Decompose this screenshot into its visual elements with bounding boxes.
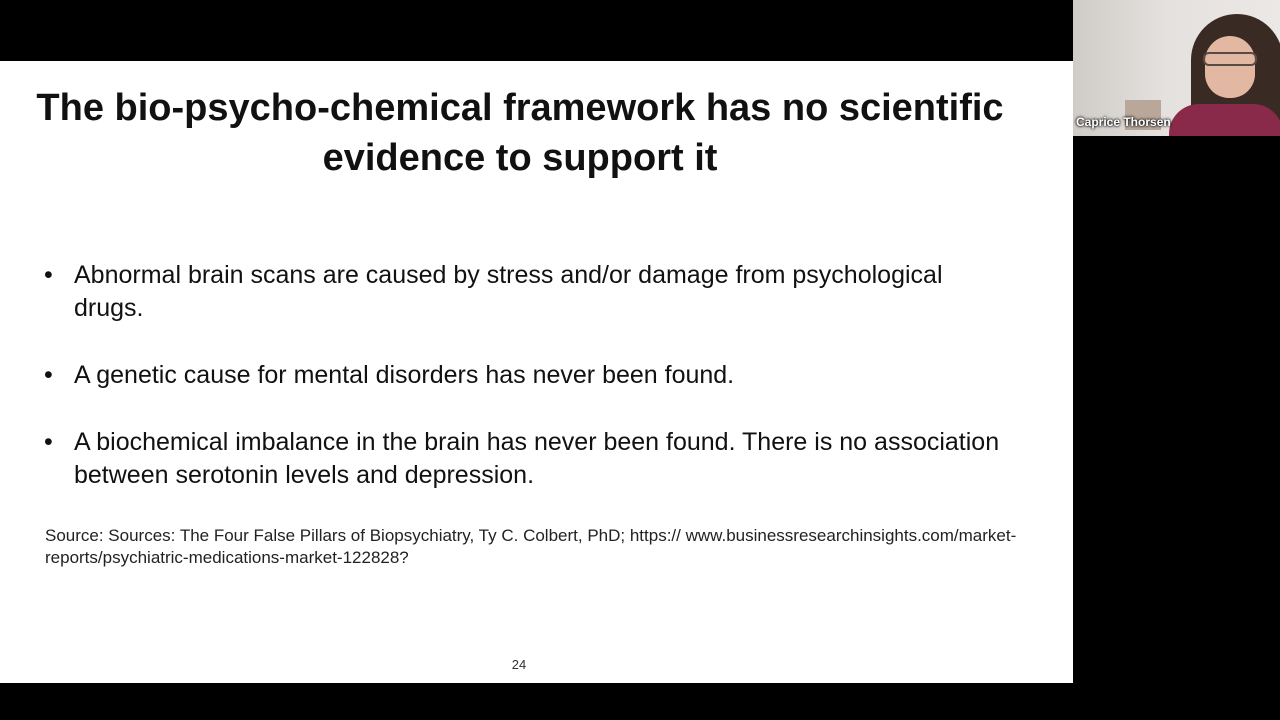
bullet-text: A genetic cause for mental disorders has never been found. [74, 361, 735, 389]
bullet-item [44, 426, 1004, 492]
bullet-item [44, 359, 1004, 392]
bullet-list [44, 259, 1004, 526]
glasses-icon [1203, 52, 1257, 66]
bullet-marker: • [44, 361, 53, 389]
bullet-text: Abnormal brain scans are caused by stress and/or damage from psychological drugs. [74, 261, 943, 322]
bullet-text: A biochemical imbalance in the brain has never been found. There is no association between serotonin levels and depression. [74, 428, 1000, 489]
bullet-marker: • [44, 261, 53, 289]
bullet-marker: • [44, 428, 53, 456]
presentation-slide [0, 61, 1073, 683]
source-citation: Source: Sources: The Four False Pillars of Biopsychiatry, Ty C. Colbert, PhD; https:// www.businessresearchinsights.com/market-reports/psychiatric-medications-market-122828? [45, 526, 1017, 567]
slide-title: The bio-psycho-chemical framework has no scientific evidence to support it [36, 87, 1004, 179]
bullet-item [44, 259, 1004, 325]
participant-shirt [1169, 104, 1280, 136]
participant-name-label: Caprice Thorsen [1076, 115, 1171, 129]
participant-face [1205, 36, 1255, 98]
slide-page-number: 24 [511, 657, 527, 672]
participant-video-tile[interactable] [1073, 0, 1280, 136]
